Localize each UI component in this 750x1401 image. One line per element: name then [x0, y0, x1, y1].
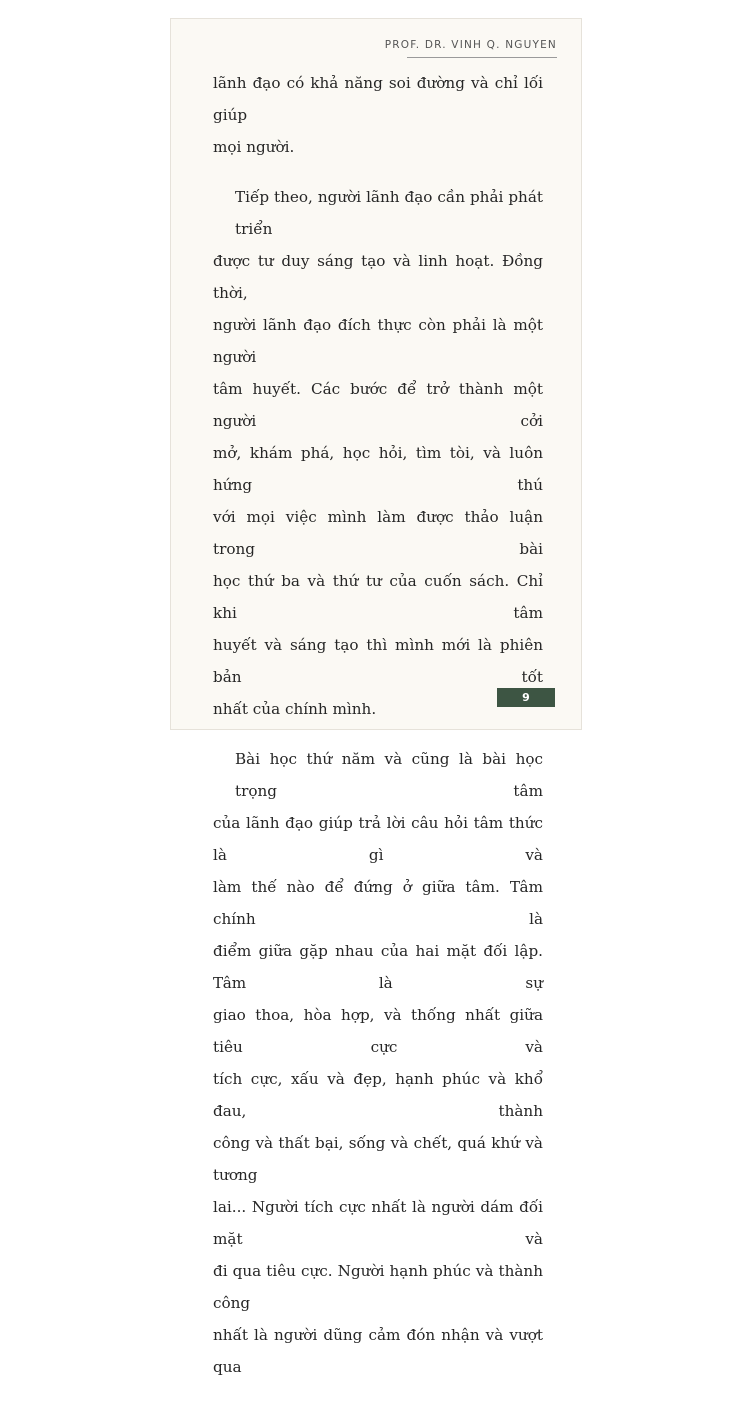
text-line: được tư duy sáng tạo và linh hoạt. Đồng thời, [213, 252, 543, 302]
running-header-author: PROF. DR. VINH Q. NGUYEN [384, 39, 557, 51]
paragraph-2 [213, 181, 543, 725]
page-number-badge: 9 [497, 688, 555, 707]
text-line: nhất là người dũng cảm đón nhận và vượt qua [213, 1326, 543, 1376]
text-line: giao thoa, hòa hợp, và thống nhất giữa tiêu cực và [213, 1006, 543, 1056]
text-line: với mọi việc mình làm được thảo luận trong bài [213, 508, 543, 558]
text-line: Bài học thứ năm và cũng là bài học trọng tâm [235, 750, 543, 800]
text-line: làm thế nào để đứng ở giữa tâm. Tâm chính là [213, 878, 543, 928]
text-line: huyết và sáng tạo thì mình mới là phiên bản tốt [213, 636, 543, 686]
text-line: mọi người. [213, 138, 295, 156]
text-line: mở, khám phá, học hỏi, tìm tòi, và luôn hứng thú [213, 444, 543, 494]
text-line: học thứ ba và thứ tư của cuốn sách. Chỉ khi tâm [213, 572, 543, 622]
text-line: lai... Người tích cực nhất là người dám đối mặt và [213, 1198, 543, 1248]
text-line: Tiếp theo, người lãnh đạo cần phải phát triển [235, 188, 543, 238]
text-line: đi qua tiêu cực. Người hạnh phúc và thành công [213, 1262, 543, 1312]
text-line: người lãnh đạo đích thực còn phải là một người [213, 316, 543, 366]
text-line: tâm huyết. Các bước để trở thành một người cởi [213, 380, 543, 430]
text-line: lãnh đạo có khả năng soi đường và chỉ lối giúp [213, 74, 543, 124]
text-line: nhất của chính mình. [213, 700, 377, 718]
text-line: công và thất bại, sống và chết, quá khứ và tương [213, 1134, 543, 1184]
header-divider [407, 57, 557, 58]
text-line: của lãnh đạo giúp trả lời câu hỏi tâm thức là gì và [213, 814, 543, 864]
text-line: tích cực, xấu và đẹp, hạnh phúc và khổ đau, thành [213, 1070, 543, 1120]
paragraph-1 [213, 67, 543, 163]
body-text [213, 67, 543, 1401]
text-line: điểm giữa gặp nhau của hai mặt đối lập. Tâm là sự [213, 942, 543, 992]
paragraph-3 [213, 743, 543, 1383]
book-page [170, 18, 582, 1376]
